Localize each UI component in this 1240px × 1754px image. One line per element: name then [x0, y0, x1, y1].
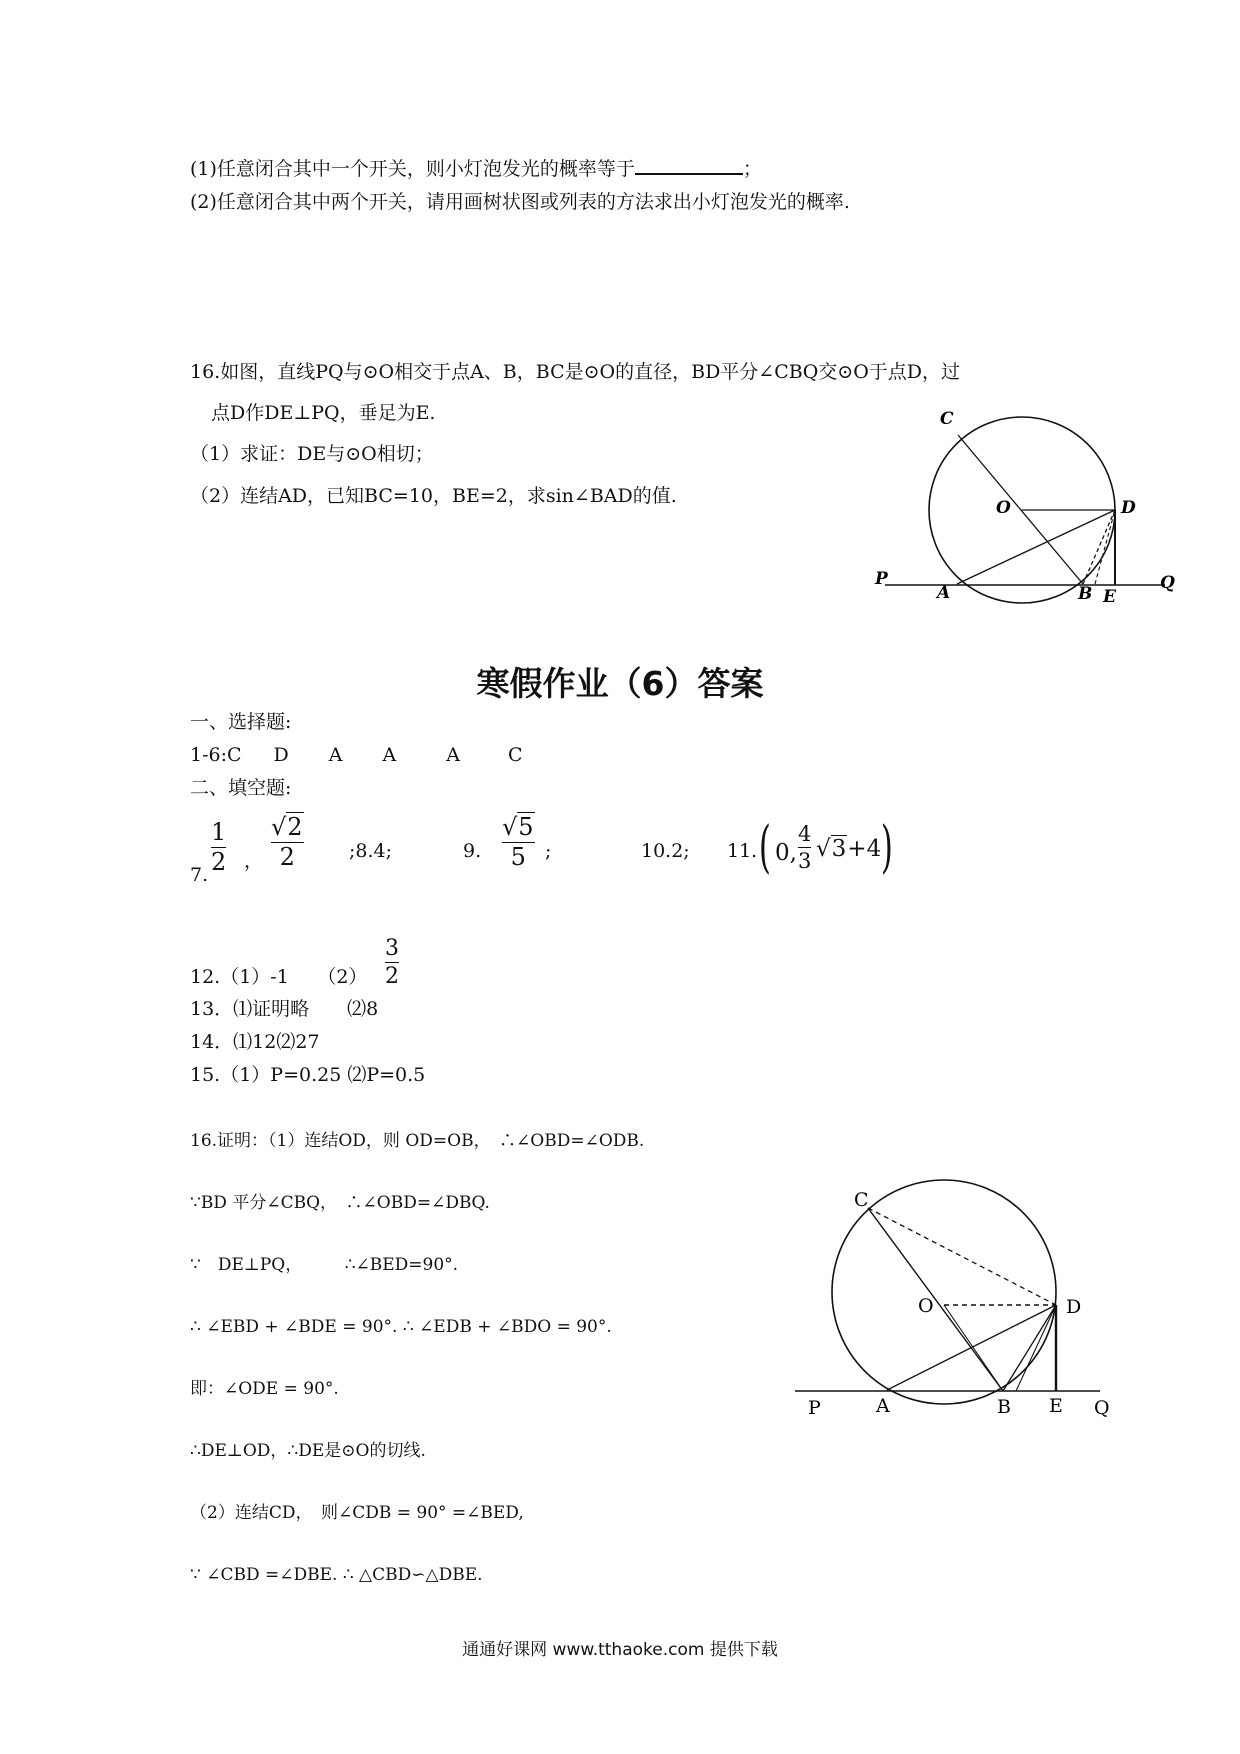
- label-d-2: D: [1066, 1296, 1082, 1318]
- segment-cd-2: [868, 1208, 1056, 1305]
- mc-prefix: 1-6:: [190, 744, 227, 766]
- a11-den: 3: [798, 849, 812, 874]
- a7-f1-den: 2: [211, 848, 227, 877]
- a9-radicand: 5: [518, 813, 534, 841]
- a11-num: 4: [798, 822, 812, 846]
- diameter-bc-2: [868, 1208, 1003, 1391]
- circle-o-2: [832, 1180, 1056, 1404]
- q15-part2: (2)任意闭合其中两个开关，请用画树状图或列表的方法求出小灯泡发光的概率.: [190, 191, 850, 213]
- segment-ad-2: [887, 1305, 1056, 1390]
- q15-part1-text: (1)任意闭合其中一个开关，则小灯泡发光的概率等于: [190, 158, 635, 180]
- label-e: E: [1103, 587, 1116, 607]
- a7-fraction-1: [211, 820, 226, 875]
- segment-bd: [1083, 510, 1115, 584]
- q16-stem-line1: 16.如图，直线PQ与⊙O相交于点A、B，BC是⊙O的直径，BD平分∠CBQ交⊙O于点D，过: [190, 361, 961, 383]
- segment-bd-aux: [1095, 510, 1115, 584]
- proof-line-8: ∵ ∠CBD =∠DBE. ∴ △CBD∽△DBE.: [190, 1565, 483, 1585]
- q15-part1: [190, 157, 762, 179]
- label-a: A: [937, 583, 951, 603]
- label-p-2: P: [808, 1397, 821, 1419]
- section-fill: 二、填空题:: [190, 777, 292, 799]
- a9-fraction: [502, 815, 535, 870]
- figure-question-16: [870, 405, 1210, 620]
- a14: 14．⑴12⑵27: [190, 1031, 320, 1053]
- a11-left-paren: (: [758, 815, 771, 880]
- a10: 10.2;: [641, 840, 690, 862]
- a9-label: 9.: [463, 840, 482, 862]
- label-a-2: A: [876, 1395, 890, 1417]
- mc-1: C: [227, 744, 242, 766]
- mc-answers: [190, 746, 523, 765]
- figure-answer-16: [780, 1170, 1130, 1430]
- proof-line-6: ∴DE⊥OD，∴DE是⊙O的切线.: [190, 1441, 426, 1461]
- mc-6: C: [507, 744, 523, 766]
- footer-source: 通通好课网 www.tthaoke.com 提供下载: [462, 1640, 778, 1660]
- label-o: O: [996, 498, 1011, 518]
- a11-right-paren: ): [880, 815, 893, 880]
- label-e-2: E: [1049, 1395, 1063, 1417]
- a13: 13．⑴证明略 ⑵8: [190, 998, 379, 1020]
- a7-fraction-2: [271, 815, 304, 870]
- a9-num: √5: [502, 813, 534, 841]
- label-q-2: Q: [1094, 1397, 1110, 1419]
- a12-fraction: [385, 937, 399, 988]
- a11-radicand: 3: [831, 836, 847, 862]
- mc-3: A: [328, 744, 343, 766]
- a7-label: 7.: [190, 864, 209, 886]
- answers-title: 寒假作业（6）答案: [476, 664, 764, 703]
- proof-line-5: 即：∠ODE = 90°.: [190, 1379, 339, 1399]
- q15-part1-end: ；: [742, 158, 762, 180]
- label-c-2: C: [854, 1189, 869, 1211]
- a7-comma: ，: [244, 850, 264, 872]
- proof-line-4: ∴ ∠EBD + ∠BDE = 90°. ∴ ∠EDB + ∠BDO = 90°.: [190, 1317, 612, 1337]
- mc-4: A: [382, 744, 397, 766]
- q16-stem-line2: 点D作DE⊥PQ，垂足为E.: [211, 402, 436, 424]
- a12-num: 3: [385, 936, 399, 961]
- label-o-2: O: [918, 1295, 934, 1317]
- segment-ob-2: [944, 1305, 1003, 1391]
- a12-den: 2: [385, 964, 399, 990]
- a11-tail: +4: [847, 836, 882, 862]
- a7-f2-den: 2: [279, 843, 295, 872]
- a12: 12.（1）-1 （2）: [190, 966, 368, 988]
- q16-part1: （1）求证：DE与⊙O相切；: [190, 443, 434, 465]
- a9-end: ;: [545, 840, 552, 862]
- proof-line-7: （2）连结CD， 则∠CDB = 90° =∠BED,: [190, 1503, 524, 1523]
- a11-label: 11.: [727, 840, 758, 862]
- proof-line-1: 16.证明：（1）连结OD，则 OD=OB， ∴∠OBD=∠ODB.: [190, 1131, 645, 1151]
- a9-den: 5: [510, 843, 526, 872]
- mc-5: A: [446, 744, 460, 766]
- label-q: Q: [1160, 573, 1175, 593]
- proof-line-3: ∵ DE⊥PQ， ∴∠BED=90°.: [190, 1255, 459, 1275]
- a11-root: √3+4: [816, 836, 882, 862]
- a11-fraction: [798, 823, 811, 872]
- label-b-2: B: [997, 1396, 1011, 1418]
- mc-2: D: [273, 744, 289, 766]
- segment-bd-aux-2: [1016, 1305, 1056, 1391]
- label-c: C: [940, 409, 954, 429]
- label-b: B: [1078, 584, 1093, 604]
- section-choice: 一、选择题:: [190, 711, 292, 733]
- proof-line-2: ∵BD 平分∠CBQ， ∴∠OBD=∠DBQ.: [190, 1193, 490, 1213]
- a15: 15.（1）P=0.25 ⑵P=0.5: [190, 1064, 426, 1086]
- a8: ;8.4;: [349, 840, 393, 862]
- label-d: D: [1121, 498, 1136, 518]
- label-p: P: [875, 569, 888, 589]
- a7-f1-num: 1: [211, 818, 227, 846]
- answer-blank[interactable]: [635, 157, 743, 175]
- a7-f2-radicand: 2: [287, 813, 303, 841]
- a11-zero: 0,: [775, 840, 797, 866]
- q16-part2: （2）连结AD，已知BC=10，BE=2，求sin∠BAD的值.: [190, 485, 677, 507]
- a7-f2-num: √2: [271, 813, 303, 841]
